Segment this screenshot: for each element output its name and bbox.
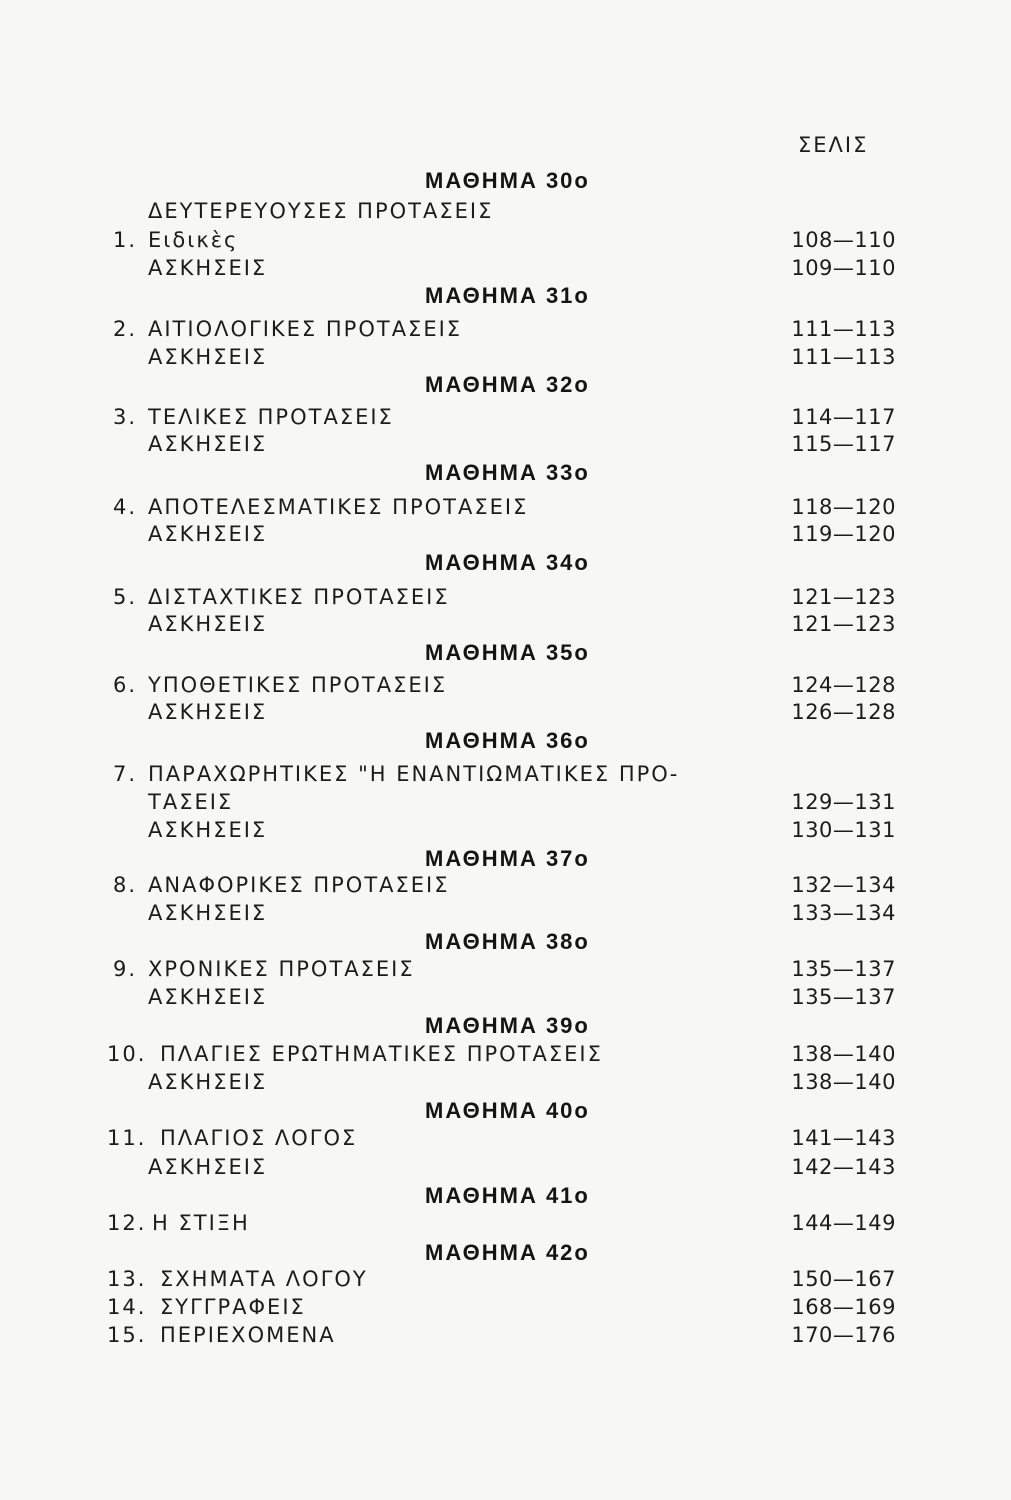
- lesson-heading: ΜΑΘΗΜΑ 34ο: [425, 550, 590, 575]
- page-range: 138—140: [791, 1070, 896, 1094]
- lesson-heading: ΜΑΘΗΜΑ 41ο: [425, 1183, 590, 1208]
- page-range: 111—113: [791, 345, 896, 369]
- lesson-heading: ΜΑΘΗΜΑ 32ο: [425, 372, 590, 397]
- entry-title: ΤΕΛΙΚΕΣ ΠΡΟΤΑΣΕΙΣ: [148, 405, 394, 429]
- lesson-heading: ΜΑΘΗΜΑ 39ο: [425, 1013, 590, 1038]
- entry-title: ΠΑΡΑΧΩΡΗΤΙΚΕΣ "Η ΕΝΑΝΤΙΩΜΑΤΙΚΕΣ ΠΡΟ-: [148, 762, 680, 786]
- entry-number: 3.: [113, 405, 138, 429]
- entry-title: ΑΠΟΤΕΛΕΣΜΑΤΙΚΕΣ ΠΡΟΤΑΣΕΙΣ: [148, 495, 529, 519]
- entry-title: Ειδικὲς: [148, 228, 239, 252]
- entry-number: 6.: [113, 673, 138, 697]
- page-range: 133—134: [791, 901, 896, 925]
- page-range: 170—176: [791, 1323, 896, 1347]
- lesson-heading: ΜΑΘΗΜΑ 37ο: [425, 846, 590, 871]
- entry-number: 12.: [107, 1211, 147, 1235]
- exercises-label: ΑΣΚΗΣΕΙΣ: [148, 345, 268, 369]
- lesson-heading: ΜΑΘΗΜΑ 35ο: [425, 640, 590, 665]
- entry-title: ΤΑΣΕΙΣ: [148, 790, 234, 814]
- entry-title: ΑΝΑΦΟΡΙΚΕΣ ΠΡΟΤΑΣΕΙΣ: [148, 873, 450, 897]
- page-range: 144—149: [791, 1211, 896, 1235]
- lesson-heading: ΜΑΘΗΜΑ 40ο: [425, 1098, 590, 1123]
- exercises-label: ΑΣΚΗΣΕΙΣ: [148, 256, 268, 280]
- section-title: ΔΕΥΤΕΡΕΥΟΥΣΕΣ ΠΡΟΤΑΣΕΙΣ: [148, 199, 494, 223]
- lesson-heading: ΜΑΘΗΜΑ 31ο: [425, 283, 590, 308]
- entry-number: 1.: [113, 228, 138, 252]
- page-range: 114—117: [791, 405, 896, 429]
- page-range: 126—128: [791, 700, 896, 724]
- entry-number: 8.: [113, 873, 138, 897]
- entry-title: ΧΡΟΝΙΚΕΣ ΠΡΟΤΑΣΕΙΣ: [148, 957, 415, 981]
- page-range: 111—113: [791, 317, 896, 341]
- entry-number: 10.: [107, 1042, 147, 1066]
- page-range: 108—110: [791, 228, 896, 252]
- entry-number: 9.: [113, 957, 138, 981]
- exercises-label: ΑΣΚΗΣΕΙΣ: [148, 985, 268, 1009]
- entry-title: ΔΙΣΤΑΧΤΙΚΕΣ ΠΡΟΤΑΣΕΙΣ: [148, 585, 450, 609]
- exercises-label: ΑΣΚΗΣΕΙΣ: [148, 818, 268, 842]
- exercises-label: ΑΣΚΗΣΕΙΣ: [148, 612, 268, 636]
- page-range: 141—143: [791, 1126, 896, 1150]
- entry-number: 4.: [113, 495, 138, 519]
- exercises-label: ΑΣΚΗΣΕΙΣ: [148, 522, 268, 546]
- page-range: 129—131: [791, 790, 896, 814]
- entry-number: 14.: [107, 1295, 147, 1319]
- column-header: ΣΕΛΙΣ: [798, 133, 869, 157]
- page-range: 150—167: [791, 1267, 896, 1291]
- entry-number: 15.: [107, 1323, 147, 1347]
- entry-number: 13.: [107, 1267, 147, 1291]
- entry-title: ΠΕΡΙΕΧΟΜΕΝΑ: [160, 1323, 336, 1347]
- page-range: 115—117: [791, 432, 896, 456]
- page-range: 121—123: [791, 585, 896, 609]
- entry-title: ΠΛΑΓΙΕΣ ΕΡΩΤΗΜΑΤΙΚΕΣ ΠΡΟΤΑΣΕΙΣ: [160, 1042, 603, 1066]
- page-range: 135—137: [791, 985, 896, 1009]
- entry-number: 2.: [113, 317, 138, 341]
- entry-title: ΑΙΤΙΟΛΟΓΙΚΕΣ ΠΡΟΤΑΣΕΙΣ: [148, 317, 463, 341]
- lesson-heading: ΜΑΘΗΜΑ 33ο: [425, 460, 590, 485]
- entry-number: 5.: [113, 585, 138, 609]
- page-range: 109—110: [791, 256, 896, 280]
- page-range: 124—128: [791, 673, 896, 697]
- page-range: 138—140: [791, 1042, 896, 1066]
- entry-number: 11.: [107, 1126, 147, 1150]
- lesson-heading: ΜΑΘΗΜΑ 36ο: [425, 728, 590, 753]
- exercises-label: ΑΣΚΗΣΕΙΣ: [148, 700, 268, 724]
- page-range: 142—143: [791, 1155, 896, 1179]
- page-range: 132—134: [791, 873, 896, 897]
- exercises-label: ΑΣΚΗΣΕΙΣ: [148, 1155, 268, 1179]
- page-range: 130—131: [791, 818, 896, 842]
- entry-number: 7.: [113, 762, 138, 786]
- lesson-heading: ΜΑΘΗΜΑ 30ο: [425, 168, 590, 193]
- entry-title: Η ΣΤΙΞΗ: [152, 1211, 250, 1235]
- entry-title: ΥΠΟΘΕΤΙΚΕΣ ΠΡΟΤΑΣΕΙΣ: [148, 673, 448, 697]
- page-range: 118—120: [791, 495, 896, 519]
- lesson-heading: ΜΑΘΗΜΑ 42ο: [425, 1240, 590, 1265]
- entry-title: ΣΥΓΓΡΑΦΕΙΣ: [160, 1295, 306, 1319]
- page-range: 119—120: [791, 522, 896, 546]
- page-range: 121—123: [791, 612, 896, 636]
- entry-title: ΠΛΑΓΙΟΣ ΛΟΓΟΣ: [160, 1126, 358, 1150]
- exercises-label: ΑΣΚΗΣΕΙΣ: [148, 1070, 268, 1094]
- lesson-heading: ΜΑΘΗΜΑ 38ο: [425, 929, 590, 954]
- page-range: 168—169: [791, 1295, 896, 1319]
- page-range: 135—137: [791, 957, 896, 981]
- entry-title: ΣΧΗΜΑΤΑ ΛΟΓΟΥ: [160, 1267, 368, 1291]
- exercises-label: ΑΣΚΗΣΕΙΣ: [148, 901, 268, 925]
- exercises-label: ΑΣΚΗΣΕΙΣ: [148, 432, 268, 456]
